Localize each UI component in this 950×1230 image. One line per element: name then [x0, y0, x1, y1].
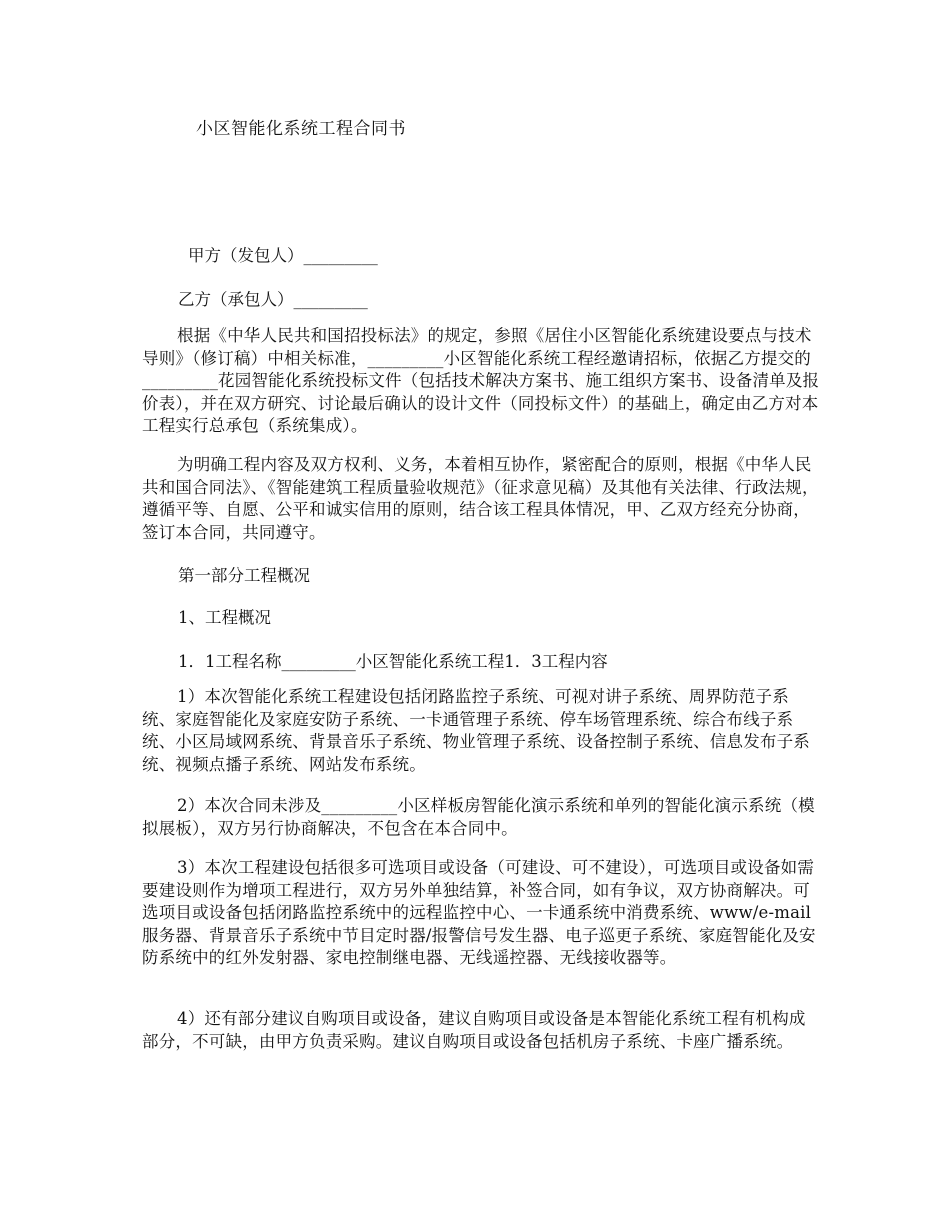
part-one-heading: 第一部分工程概况: [178, 566, 310, 585]
section-1-1-heading: 1．1工程名称_________小区智能化系统工程1．3工程内容: [178, 652, 608, 671]
preamble-paragraph-1: 根据《中华人民共和国招投标法》的规定，参照《居住小区智能化系统建设要点与技术导则》（修订稿）中相关标准，_________小区智能化系统工程经邀请招标，依据乙方提交的_________花园智能化系统投标文件（包括技术解决方案书、施工组织方案书、设备清单及报价表），并在双方研究、讨论最后确认的设计文件（同投标文件）的基础上，确定由乙方对本工程实行总承包（系统集成）。: [142, 326, 820, 435]
document-title: 小区智能化系统工程合同书: [196, 119, 406, 139]
content-item-2: 2）本次合同未涉及_________小区样板房智能化演示系统和单列的智能化演示系统（模拟展板），双方另行协商解决，不包含在本合同中。: [142, 796, 815, 838]
party-a-line: 甲方（发包人）_________: [188, 246, 378, 265]
section-1-heading: 1、工程概况: [178, 608, 271, 627]
preamble-paragraph-2: 为明确工程内容及双方权利、义务，本着相互协作，紧密配合的原则，根据《中华人民共和国合同法》、《智能建筑工程质量验收规范》（征求意见稿）及其他有关法律、行政法规，遵循平等、自愿、公平和诚实信用的原则，结合该工程具体情况，甲、乙双方经充分协商，签订本合同，共同遵守。: [142, 455, 819, 542]
content-item-3: 3）本次工程建设包括很多可选项目或设备（可建设、可不建设），可选项目或设备如需要建设则作为增项工程进行，双方另外单独结算，补签合同，如有争议，双方协商解决。可选项目或设备包括闭路监控系统中的远程监控中心、一卡通系统中消费系统、www/e-mail服务器、背景音乐子系统中节目定时器/报警信号发生器、电子巡更子系统、家庭智能化及安防系统中的红外发射器、家电控制继电器、无线遥控器、无线接收器等。: [142, 858, 816, 967]
party-b-line: 乙方（承包人）_________: [178, 290, 368, 309]
content-item-4: 4）还有部分建议自购项目或设备，建议自购项目或设备是本智能化系统工程有机构成部分，不可缺，由甲方负责采购。建议自购项目或设备包括机房子系统、卡座广播系统。: [142, 1009, 806, 1051]
content-item-1: 1）本次智能化系统工程建设包括闭路监控子系统、可视对讲子系统、周界防范子系统、家庭智能化及家庭安防子系统、一卡通管理子系统、停车场管理系统、综合布线子系统、小区局域网系统、背景音乐子系统、物业管理子系统、设备控制子系统、信息发布子系统、视频点播子系统、网站发布系统。: [142, 687, 810, 774]
